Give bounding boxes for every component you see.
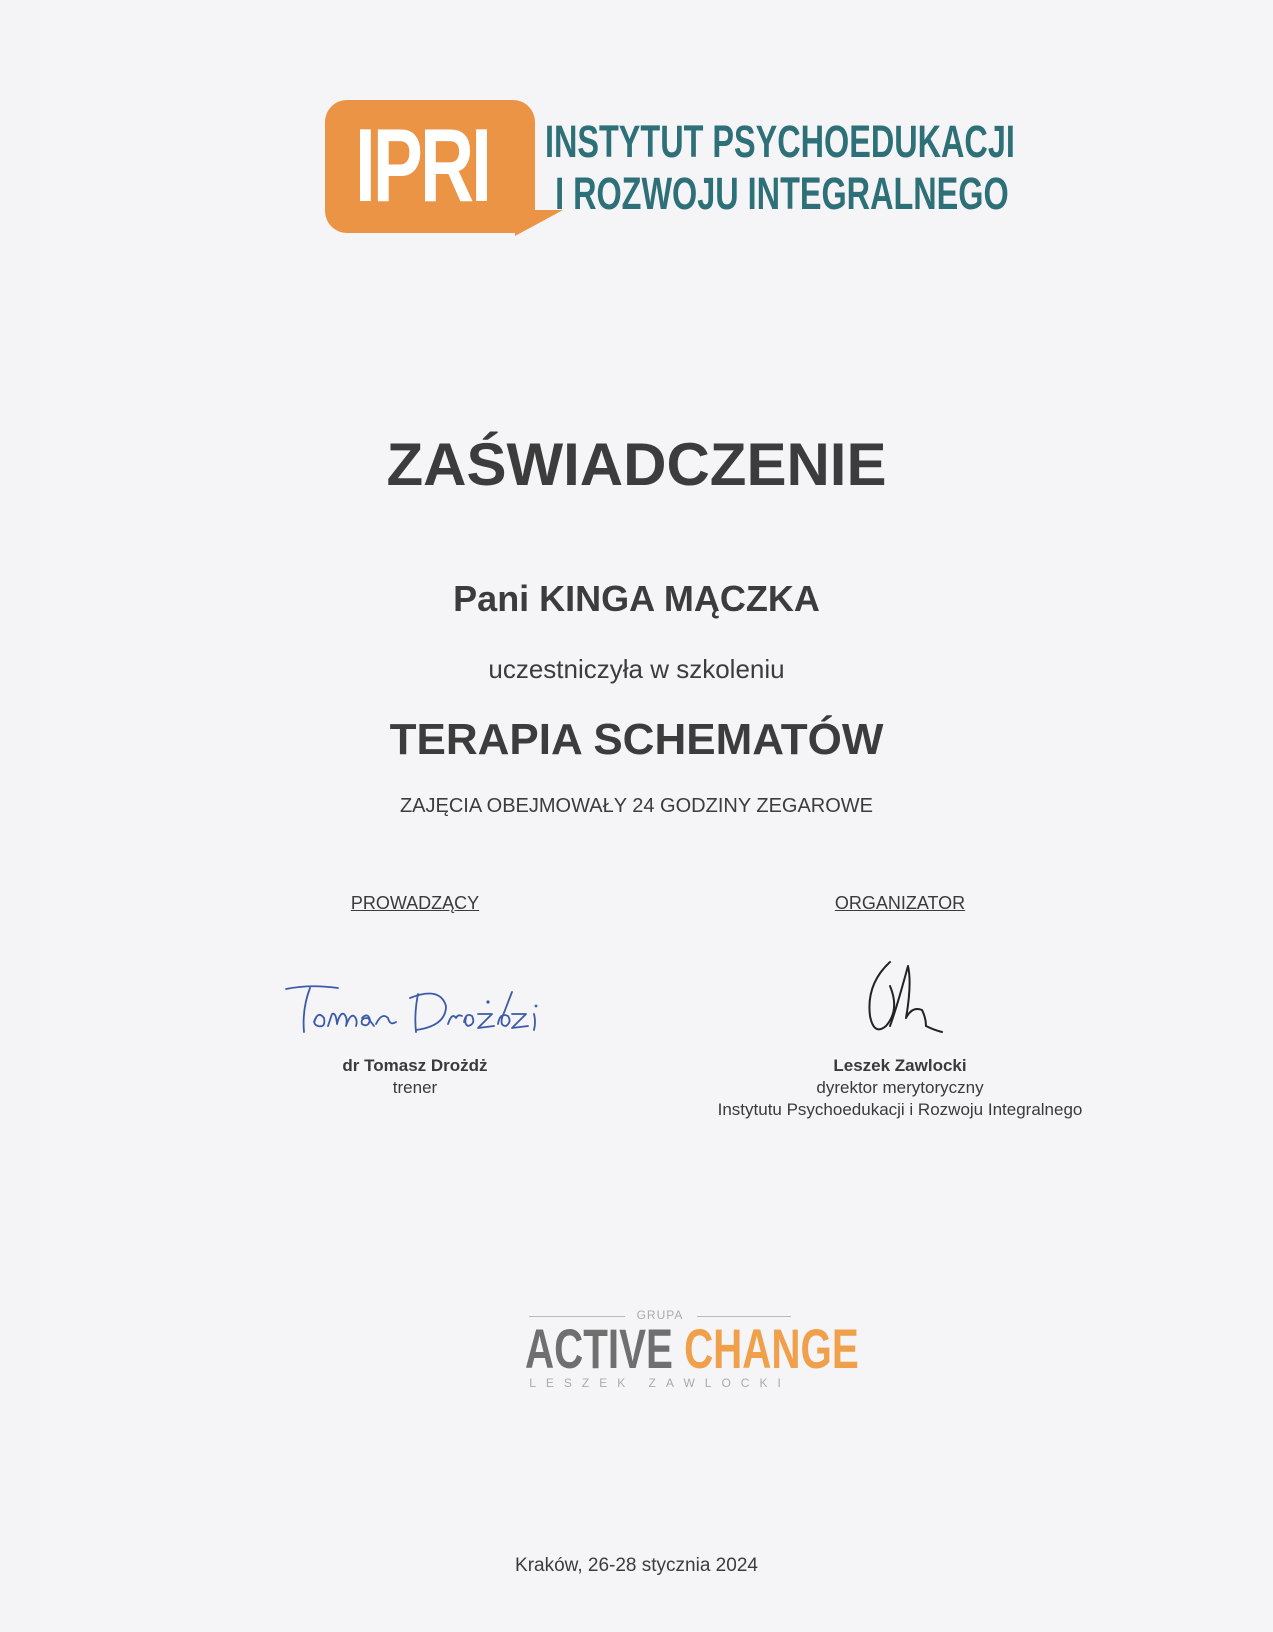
- logo-institute-name: [545, 116, 1015, 220]
- logo-line-2: I ROZWOJU INTEGRALNEGO: [555, 168, 1009, 219]
- logo-line-1: INSTYTUT PSYCHOEDUKACJI: [545, 116, 1015, 167]
- logo-word-active: ACTIVE: [525, 1317, 673, 1380]
- organizer-name: Leszek Zawlocki: [833, 1056, 967, 1075]
- organizer-handwritten-signature: [690, 914, 1110, 1054]
- ipri-logo: [325, 100, 1025, 240]
- participation-text: uczestniczyła w szkoleniu: [488, 654, 785, 684]
- trainer-name: dr Tomasz Drożdż: [342, 1056, 488, 1075]
- organizer-role-line-1: dyrektor merytoryczny: [816, 1078, 984, 1097]
- organizer-signature-block: [690, 893, 1110, 1121]
- course-name: TERAPIA SCHEMATÓW: [389, 715, 884, 764]
- certificate-title: ZAŚWIADCZENIE: [386, 431, 887, 498]
- trainer-signature-icon: [250, 914, 580, 1054]
- logo-letters: IPRI: [355, 108, 490, 224]
- trainer-signature-block: [250, 893, 580, 1099]
- organizer-role-line-2: Instytutu Psychoedukacji i Rozwoju Integralnego: [717, 1100, 1083, 1119]
- trainer-handwritten-signature: [250, 914, 580, 1054]
- logo-subtitle: LESZEK ZAWLOCKI: [529, 1376, 791, 1390]
- course-hours: ZAJĘCIA OBEJMOWAŁY 24 GODZINY ZEGAROWE: [399, 795, 874, 817]
- active-change-logo: [525, 1300, 859, 1390]
- trainer-heading: PROWADZĄCY: [350, 893, 480, 913]
- recipient-name: Pani KINGA MĄCZKA: [453, 578, 820, 619]
- logo-wordmark: [525, 1317, 859, 1380]
- trainer-role: trener: [392, 1078, 438, 1097]
- logo-word-change: CHANGE: [684, 1317, 859, 1380]
- place-and-date: Kraków, 26-28 stycznia 2024: [515, 1555, 758, 1576]
- organizer-signature-icon: [690, 914, 1110, 1054]
- organizer-heading: ORGANIZATOR: [834, 893, 966, 913]
- logo-grupa-label: GRUPA: [636, 1308, 684, 1322]
